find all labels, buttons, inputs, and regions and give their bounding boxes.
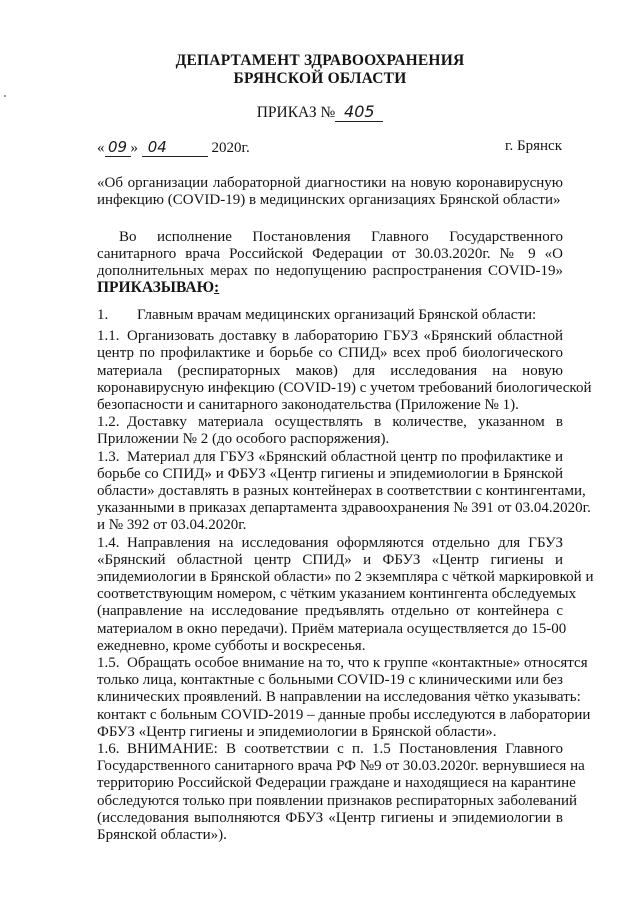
item-line <box>97 706 591 724</box>
item-text: ВНИМАНИЕ: В соответствии с п. 1.5 Постановления Главного <box>127 741 563 758</box>
item-number: 1. <box>97 307 109 323</box>
item-text: ФБУЗ «Центр гигиены и эпидемиологии в Брянской области». <box>97 723 497 740</box>
item-line <box>97 379 592 397</box>
item-text: Приложении № 2 (до особого распоряжения). <box>97 431 390 448</box>
item-number: 1.4. <box>97 534 120 551</box>
item-text: и № 392 от 03.04.2020г. <box>97 517 247 534</box>
order-item <box>97 534 594 655</box>
item-line <box>97 500 591 517</box>
order-item <box>97 307 563 324</box>
item-line <box>97 792 578 810</box>
item-number: 1.3. <box>97 448 120 465</box>
subject-line: «Об организации лабораторной диагностики на новую коронавирусную <box>97 175 563 191</box>
preamble-line: дополнительных мерах по недопущению распространения COVID-19» <box>97 263 563 280</box>
date-close-quote: » <box>130 140 138 156</box>
item-line <box>97 345 563 362</box>
item-text: обследуются только при появлении признаков респираторных заболеваний <box>97 792 578 809</box>
date-row <box>97 138 562 157</box>
item-line <box>97 810 563 827</box>
item-line <box>97 431 563 448</box>
item-line <box>97 535 563 552</box>
item-text: указанными в приказах департамента здравоохранения № 391 от 03.04.2020г. <box>97 500 591 517</box>
item-text: борьбе со СПИД» и ФБУЗ «Центр гигиены и эпидемиологии в Брянской <box>97 465 563 482</box>
item-text: «Брянский областной центр СПИД» и ФБУЗ «Центр гигиены и <box>97 551 563 568</box>
item-line <box>97 307 563 324</box>
item-text: материалом в окно передачи). Приём материала осуществляется до 15-00 <box>97 620 567 637</box>
date-open-quote: « <box>97 140 105 156</box>
item-text: клинических проявлений. В направлении на исследования чётко указывать: <box>97 689 581 706</box>
item-text: территорию Российской Федерации граждане и находящиеся на карантине <box>97 775 576 792</box>
directive-colon: : <box>214 279 220 296</box>
item-line <box>97 689 581 706</box>
item-line <box>97 620 567 638</box>
item-line <box>97 483 586 500</box>
item-number: 1.5. <box>97 655 120 672</box>
item-text: Брянской области»). <box>97 827 227 844</box>
item-line <box>97 449 563 466</box>
item-text: контакт с больным COVID-2019 – данные пробы исследуются в лаборатории <box>97 706 591 723</box>
item-text: Направления на исследования оформляются отдельно для ГБУЗ <box>127 534 563 551</box>
item-text: (исследования выполняются ФБУЗ «Центр гигиены и эпидемиологии в <box>97 809 563 826</box>
item-text: области» доставлять в разных контейнерах в соответствии с контингентами, <box>97 483 586 500</box>
order-subject <box>97 175 563 209</box>
item-line <box>97 638 563 655</box>
item-text: Обращать особое внимание на то, что к группе «контактные» относятся <box>127 655 588 672</box>
preamble <box>97 229 563 281</box>
date-year: 2020г. <box>211 140 250 156</box>
item-line <box>97 414 563 431</box>
order-item <box>97 414 563 448</box>
item-text: Главным врачам медицинских организаций Брянской области: <box>137 307 537 323</box>
order-items <box>97 307 594 844</box>
item-text: Материал для ГБУЗ «Брянский областной центр по профилактике и <box>127 448 563 465</box>
item-number: 1.1. <box>97 328 120 345</box>
date-day-handwritten: 09 <box>105 138 131 157</box>
item-text: безопасности и санитарного законодательства (Приложение № 1). <box>97 397 519 414</box>
scan-speck <box>4 95 6 97</box>
item-text: центр по профилактике и борьбе со СПИД» всех проб биологического <box>97 345 563 362</box>
date-month-handwritten: 04 <box>142 138 208 157</box>
directive-text: ПРИКАЗЫВАЮ <box>97 279 215 296</box>
department-title-line1: ДЕПАРТАМЕНТ ЗДРАВООХРАНЕНИЯ <box>175 52 465 69</box>
item-text: только лица, контактные с больными COVID-19 с клиническими или без <box>97 672 563 689</box>
order-label: ПРИКАЗ № <box>256 104 336 121</box>
item-line <box>97 569 594 586</box>
item-line <box>97 758 585 775</box>
item-line <box>97 517 563 534</box>
city-name: г. Брянск <box>505 138 562 154</box>
item-line <box>97 603 563 620</box>
item-line <box>97 827 563 844</box>
preamble-line: Во исполнение Постановления Главного Государственного <box>119 229 563 245</box>
item-number: 1.6. <box>97 741 120 758</box>
order-item <box>97 655 591 741</box>
item-text: Доставку материала осуществлять в количестве, указанном в <box>127 414 563 431</box>
order-item <box>97 328 592 414</box>
item-line <box>97 655 588 672</box>
directive-heading <box>97 279 563 296</box>
item-text: ежедневно, кроме субботы и воскресенья. <box>97 637 366 654</box>
order-item <box>97 448 591 535</box>
item-text: коронавирусную инфекцию (COVID-19) с учетом требований биологической <box>97 379 592 396</box>
item-line <box>97 328 563 345</box>
order-item <box>97 741 585 844</box>
order-number-handwritten: 405 <box>335 102 383 122</box>
subject-line: инфекцию (COVID-19) в медицинских организациях Брянской области» <box>97 192 561 209</box>
item-text: Государственного санитарного врача РФ №9 от 30.03.2020г. вернувшиеся на <box>97 758 585 775</box>
item-text: материала (респираторных маков) для исследования на новую <box>97 362 563 379</box>
order-number-row <box>0 102 640 122</box>
item-text: соответствующим номером, с чётким указанием контингента обследуемых <box>97 586 577 603</box>
item-line <box>97 741 563 758</box>
item-line <box>97 724 563 741</box>
item-line <box>97 552 563 569</box>
item-number: 1.2. <box>97 414 120 431</box>
item-text: эпидемиологии в Брянской области» по 2 экземпляра с чёткой маркировкой и <box>97 569 594 586</box>
item-line <box>97 397 563 414</box>
item-line <box>97 672 563 689</box>
item-line <box>97 363 563 380</box>
item-text: Организовать доставку в лабораторию ГБУЗ «Брянский областной <box>127 328 563 345</box>
preamble-line: санитарного врача Российской Федерации от 30.03.2020г. № 9 «О <box>97 246 563 263</box>
item-line <box>97 586 577 603</box>
item-line <box>97 775 576 792</box>
item-text: (направление на исследование предъявлять отдельно от контейнера с <box>97 603 563 620</box>
item-line <box>97 466 563 483</box>
department-title-line2: БРЯНСКОЙ ОБЛАСТИ <box>233 70 407 87</box>
